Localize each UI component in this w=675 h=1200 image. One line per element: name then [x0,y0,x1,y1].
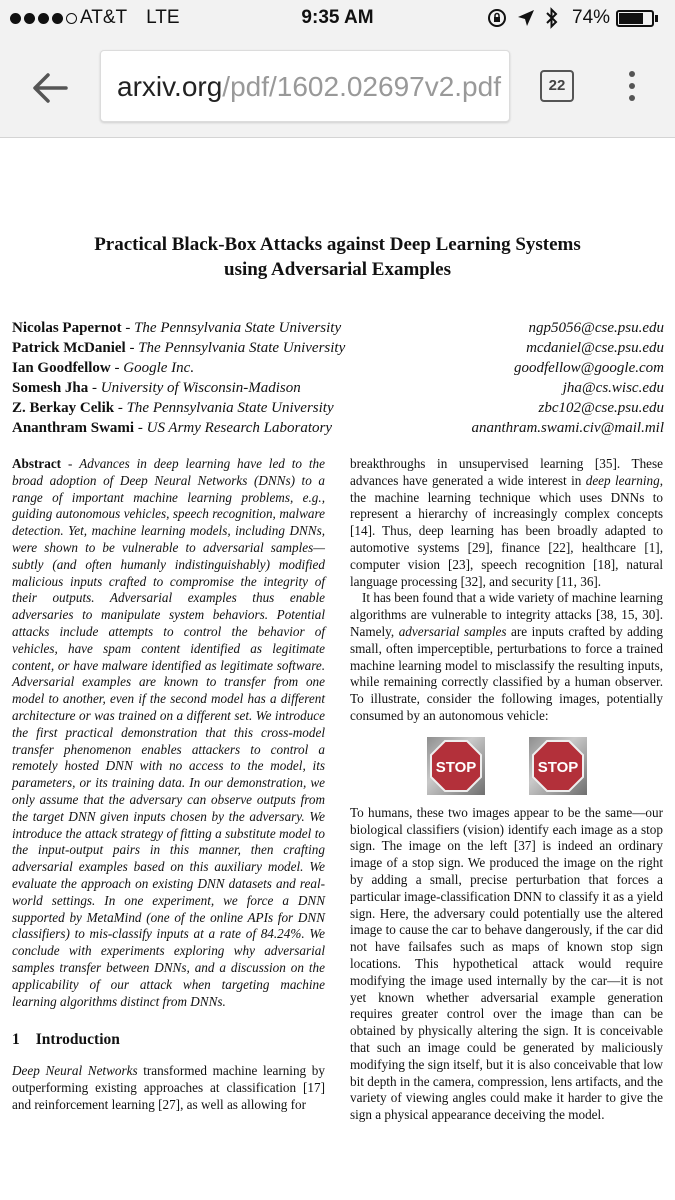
carrier-name: AT&T [80,7,127,28]
battery-icon [616,10,654,27]
emphasis-text: adversarial samples [398,623,507,639]
browser-toolbar [0,40,675,138]
author-email: zbc102@cse.psu.edu [538,400,664,416]
status-icons [487,7,559,29]
author-row: Ananthram Swami - US Army Research Laboratory ananthram.swami.civ@mail.mil [12,420,664,436]
emphasis-text: deep learning [585,472,660,488]
section-number: 1 [12,1031,20,1049]
overflow-menu-button[interactable] [620,68,644,108]
intro-italic-term: Deep Neural Networks [12,1063,138,1079]
back-button[interactable] [28,68,72,108]
author-row: Patrick McDaniel - The Pennsylvania State University mcdaniel@cse.psu.edu [12,340,664,356]
section-heading-introduction [12,1032,325,1049]
bluetooth-icon [545,7,559,29]
paragraph-text: , the machine learning technique which uses DNNs to represent a hierarchy of increasingly complex concepts [14]. Thus, deep learning has been broadly adapted to automotive systems [29], finance [22], healthcare [1], computer vision [23], speech recognition [18], natural language processing [32], and security [11, 36]. [350,472,663,589]
paragraph-text: It has been found that a wide variety of machine learning algorithms are vulnerable to integrity attacks [38, 15, 30]. Namely, [350,590,664,639]
author-name: Patrick McDaniel [12,340,126,356]
title-line-1: Practical Black-Box Attacks against Deep Learning Systems [94,234,581,255]
right-column [350,456,663,1124]
author-affiliation: US Army Research Laboratory [146,420,333,436]
author-affiliation: The Pennsylvania State University [126,400,334,416]
author-name: Ananthram Swami [12,420,135,436]
author-row: Ian Goodfellow - Google Inc. goodfellow@google.com [12,360,664,376]
author-affiliation: University of Wisconsin-Madison [100,380,301,396]
stop-sign-text: STOP [435,758,476,776]
author-affiliation: Google Inc. [123,360,195,376]
stop-sign-adversarial-image [529,737,587,795]
author-email: mcdaniel@cse.psu.edu [526,340,664,356]
menu-dot-icon [629,83,635,89]
left-column [12,456,325,1113]
url-path: /pdf/1602.02697v2.pdf [222,71,501,102]
abstract-label: Abstract [12,456,62,471]
stop-sign-figure [350,737,663,795]
pdf-page[interactable] [0,138,675,1200]
author-email: ananthram.swami.civ@mail.mil [471,420,664,436]
address-bar[interactable] [100,50,510,122]
author-name: Z. Berkay Celik [12,400,115,416]
orientation-lock-icon [487,8,507,28]
abstract-text: Advances in deep learning have led to the broad adoption of Deep Neural Networks (DNNs) to a range of important machine learning problems, e.g., guiding autonomous vehicles, speech recognition, malware detection. Yet, machine learning models, including DNNs, were shown to be vulnerable to adversarial samples—subtly (and often humanly indistinguishably) modified malicious inputs crafted to compromise the integrity of their outputs. Adversarial examples thus enable adversaries to manipulate system behaviors. Potential attacks include attempts to control the behavior of vehicles, have spam content identified as legitimate content, or have malware identified as legitimate software. Adversarial examples are known to transfer from one model to another, even if the second model has a different architecture or was trained on a different set. We introduce the first practical demonstration that this cross-model transfer phenomenon enables attackers to control a remotely hosted DNN with no access to the model, its parameters, or its training data. In our demonstration, we only assume that the adversary can observe outputs from the target DNN given inputs chosen by the adversary. We introduce the attack strategy of fitting a substitute model to the input-output pairs in this manner, then crafting adversarial examples based on this auxiliary model. We evaluate the approach on existing DNN datasets and real-world settings. In one experiment, we force a DNN supported by MetaMind (one of the online APIs for DNN classifiers) to mis-classify inputs at a rate of 84.24%. We conclude with experiments exploring why adversarial samples transfer between DNNs, and a discussion on the applicability of our attack when targeting machine learning algorithms distinct from DNNs. [12,456,325,1009]
menu-dot-icon [629,95,635,101]
status-bar [0,0,675,40]
body-paragraph [350,590,663,724]
paper-title [20,232,655,282]
author-email: jha@cs.wisc.edu [562,380,664,396]
body-paragraph: To humans, these two images appear to be the same—our biological classifiers (vision) identify each image as a stop sign. The image on the left [37] is indeed an ordinary image of a stop sign. We produced the image on the right by adding a small, precise perturbation that forces a particular image-classification DNN to classify it as a yield sign. Here, the adversary could potentially use the altered image to cause the car to behave dangerously, if the car did not have failsafes such as maps of known stop sign locations. This hypothetical attack would require modifying the image used internally by the car—it is not yet known whether adversarial example generation requires greater control over the image than can be obtained by physically altering the sign. It is conceivable that such an image could be generated by maliciously modifying the sign itself, but it is also conceivable that low bit depth in the camera, compression, lens artifacts, and the variety of viewing angles could make it harder to give the sign a physical appearance deceiving the model. [350,804,663,1123]
author-email: ngp5056@cse.psu.edu [528,320,664,336]
title-line-2: using Adversarial Examples [224,259,451,280]
location-arrow-icon [517,9,535,27]
battery-tip [655,15,658,22]
intro-paragraph [12,1063,325,1113]
author-name: Somesh Jha [12,380,89,396]
author-affiliation: The Pennsylvania State University [138,340,346,356]
back-arrow-icon [28,68,72,108]
author-row: Z. Berkay Celik - The Pennsylvania State University zbc102@cse.psu.edu [12,400,664,416]
abstract: Abstract - Advances in deep learning have led to the broad adoption of Deep Neural Networks (DNNs) to a range of important machine learning problems, e.g., guiding autonomous vehicles, speech recognition, malware detection. Yet, machine learning models, including DNNs, were shown to be vulnerable to adversarial samples—subtly (and often humanly indistinguishably) modified malicious inputs crafted to compromise the integrity of their outputs. Adversarial examples thus enable adversaries to manipulate system behaviors. Potential attacks include attempts to control the behavior of vehicles, have spam content identified as legitimate content, or have malware identified as legitimate software. Adversarial examples are known to transfer from one model to another, even if the second model has a different architecture or was trained on a different set. We introduce the first practical demonstration that this cross-model transfer phenomenon enables attackers to control a remotely hosted DNN with no access to the model, its parameters, or its training data. In our demonstration, we only assume that the adversary can observe outputs from the target DNN given inputs chosen by the adversary. We introduce the attack strategy of fitting a substitute model to the input-output pairs in this manner, then crafting adversarial examples based on this auxiliary model. We evaluate the approach on existing DNN datasets and real-world settings. In one experiment, we force a DNN supported by MetaMind (one of the online APIs for DNN classifiers) to mis-classify inputs at a rate of 84.24%. We conclude with experiments exploring why adversarial samples transfer between DNNs, and a discussion on the applicability of our attack when targeting machine learning algorithms distinct from DNNs. [12,456,325,1009]
author-name: Ian Goodfellow [12,360,111,376]
author-name: Nicolas Papernot [12,320,122,336]
url-host: arxiv.org [117,71,223,102]
paragraph-text: breakthroughs in unsupervised learning [35]. These advances have generated a wide interest in [350,456,663,488]
stop-sign-original-image [427,737,485,795]
tab-switcher-button[interactable]: 22 [540,70,574,102]
author-email: goodfellow@google.com [513,360,664,376]
status-time: 9:35 AM [301,7,374,28]
section-title: Introduction [35,1031,120,1049]
battery-fill [619,13,643,24]
body-paragraph [350,456,663,590]
paragraph-text: are inputs crafted by adding small, often imperceptible, perturbations to force a trained machine learning model to misclassify the resulting inputs, while remaining correctly classified by a human observer. To illustrate, consider the following images, potentially consumed by an autonomous vehicle: [350,623,663,723]
author-row: Nicolas Papernot - The Pennsylvania State University ngp5056@cse.psu.edu [12,320,664,336]
author-affiliation: The Pennsylvania State University [134,320,342,336]
network-type: LTE [146,7,180,28]
battery-indicator [572,7,658,29]
author-row: Somesh Jha - University of Wisconsin-Madison jha@cs.wisc.edu [12,380,664,396]
menu-dot-icon [629,71,635,77]
battery-percent: 74% [572,7,611,28]
intro-text: transformed machine learning by outperforming existing approaches at classification [17] and reinforcement learning [27], as well as allowing for [12,1063,325,1112]
stop-sign-text: STOP [537,758,578,776]
